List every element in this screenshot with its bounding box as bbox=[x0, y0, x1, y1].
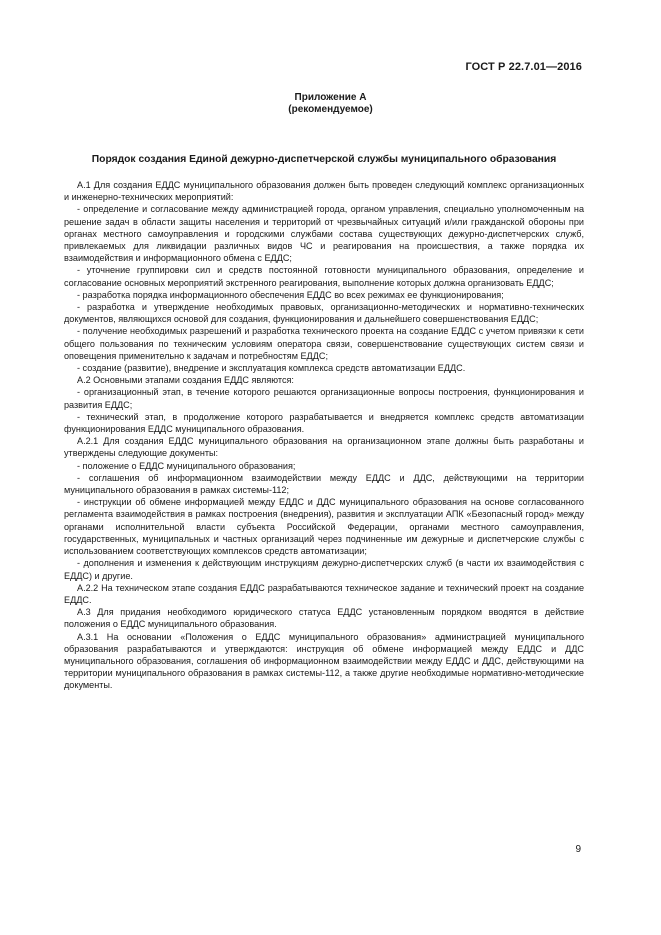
paragraph: - соглашения об информационном взаимодействии между ЕДДС и ДДС, действующими на территории муниципального образования в рамках системы-112; bbox=[64, 472, 584, 496]
paragraph: - получение необходимых разрешений и разработка технического проекта на создание ЕДДС с учетом привязки к сети общего пользования по техническим условиям оператора связи, совершенствование существующих систем связи и оповещения применительно к задачам и потребностям ЕДДС; bbox=[64, 326, 584, 361]
paragraph: - положение о ЕДДС муниципального образования; bbox=[77, 460, 296, 471]
page-number: 9 bbox=[575, 844, 581, 855]
paragraph: А.3 Для придания необходимого юридического статуса ЕДДС установленным порядком вводятся в действие положения о ЕДДС муниципального образования. bbox=[64, 607, 584, 630]
paragraph: А.1 Для создания ЕДДС муниципального образования должен быть проведен следующий комплекс организационных и инженерно-технических мероприятий: bbox=[64, 180, 584, 203]
paragraph: - разработка и утверждение необходимых правовых, организационно-методических и нормативно-технических документов, являющихся основой для создания, функционирования и дальнейшего совершенствования ЕДДС; bbox=[64, 302, 584, 325]
paragraph: - разработка порядка информационного обеспечения ЕДДС во всех режимах ее функционирования; bbox=[77, 289, 504, 300]
paragraph: - определение и согласование между администрацией города, органом управления, специально уполномоченным на решение задач в области защиты населения и территорий от чрезвычайных ситуаций и/или гражданской обороны при органах местного самоуправления и городскими службами состава существующих дежурно-диспетчерских служб, привлекаемых для ликвидации различных видов ЧС и реагирования на происшествия, а также порядка их взаимодействия и информационного обмена с ЕДДС; bbox=[64, 204, 584, 264]
appendix-heading bbox=[0, 92, 661, 116]
paragraph: - уточнение группировки сил и средств постоянной готовности муниципального образования, определение и согласование основных мероприятий экстренного реагирования, выполнение которых должна организовать ЕДДС; bbox=[64, 265, 584, 288]
paragraph: А.2.1 Для создания ЕДДС муниципального образования на организационном этапе должны быть разработаны и утверждены следующие документы: bbox=[64, 436, 584, 459]
standard-code: ГОСТ Р 22.7.01—2016 bbox=[465, 61, 582, 73]
paragraph: - организационный этап, в течение которого решаются организационные вопросы построения, функционирования и развития ЕДДС; bbox=[64, 387, 584, 410]
appendix-title: Приложение А bbox=[294, 92, 367, 103]
paragraph: - инструкции об обмене информацией между ЕДДС и ДДС муниципального образования на основе согласованного регламента взаимодействия в рамках построения (внедрения), развития и эксплуатации АПК «Безопасный город» между органами исполнительной власти субъекта Российской Федерации, органами местного самоуправления, государственных, муниципальных и частных организаций через подчиненные им дежурные и диспетчерские службы с использованием соответствующих комплексов средств автоматизации; bbox=[64, 497, 584, 557]
appendix-subtitle: (рекомендуемое) bbox=[288, 104, 373, 115]
paragraph: А.3.1 На основании «Положения о ЕДДС муниципального образования» администрацией муниципального образования разрабатываются и утверждаются: инструкция об обмене информацией между ЕДДС и ДДС муниципального образования, соглашения об информационном взаимодействии между ЕДДС и ДДС, действующими на территории муниципального образования в рамках системы-112, а также другие необходимые нормативно-методические документы. bbox=[64, 631, 584, 691]
paragraph: - технический этап, в продолжение которого разрабатывается и внедряется комплекс средств автоматизации функционирования ЕДДС муниципального образования. bbox=[64, 411, 584, 435]
paragraph: - дополнения и изменения к действующим инструкциям дежурно-диспетчерских служб (в части их взаимодействия с ЕДДС) и другие. bbox=[64, 558, 584, 581]
paragraph: А.2.2 На техническом этапе создания ЕДДС разрабатываются техническое задание и технический проект на создание ЕДДС. bbox=[64, 582, 584, 605]
body-text bbox=[64, 179, 584, 692]
paragraph: - создание (развитие), внедрение и эксплуатация комплекса средств автоматизации ЕДДС. bbox=[77, 363, 466, 374]
paragraph: А.2 Основными этапами создания ЕДДС являются: bbox=[77, 375, 294, 386]
section-title: Порядок создания Единой дежурно-диспетчерской службы муниципального образования bbox=[91, 154, 557, 165]
